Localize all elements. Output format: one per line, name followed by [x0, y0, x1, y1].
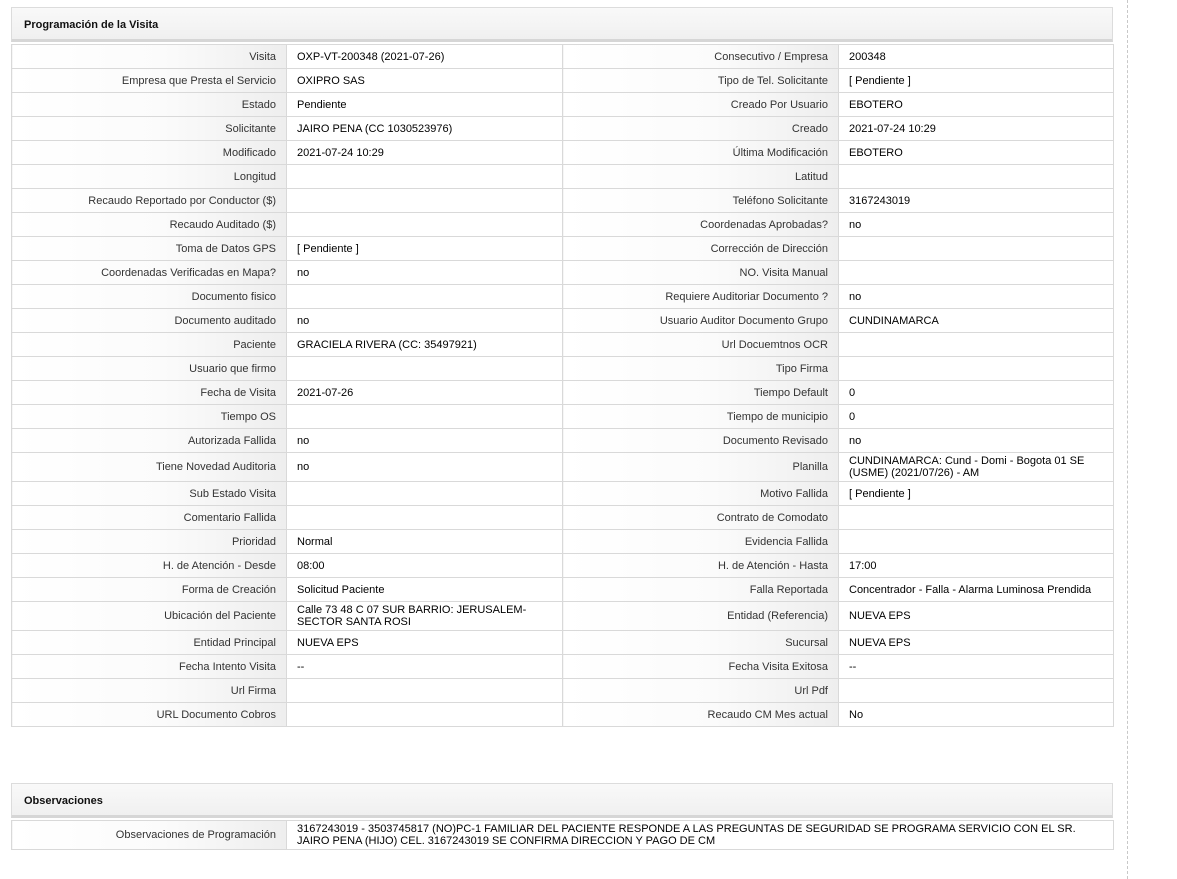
table-row: [12, 506, 1114, 530]
field-label: Planilla: [563, 453, 839, 482]
field-label: Ubicación del Paciente: [12, 602, 287, 631]
field-value: No: [839, 703, 1114, 727]
field-label: Autorizada Fallida: [12, 429, 287, 453]
field-label: Usuario Auditor Documento Grupo: [563, 309, 839, 333]
field-label: Url Pdf: [563, 679, 839, 703]
field-label: Consecutivo / Empresa: [563, 45, 839, 69]
field-label: Comentario Fallida: [12, 506, 287, 530]
field-value: no: [287, 261, 563, 285]
field-label: Tipo de Tel. Solicitante: [563, 69, 839, 93]
table-row: [12, 554, 1114, 578]
field-label: Sucursal: [563, 631, 839, 655]
field-label: URL Documento Cobros: [12, 703, 287, 727]
field-label: Url Firma: [12, 679, 287, 703]
field-value: --: [839, 655, 1114, 679]
field-label: Última Modificación: [563, 141, 839, 165]
programacion-table: [11, 44, 1114, 727]
table-row: [12, 93, 1114, 117]
field-label: Solicitante: [12, 117, 287, 141]
table-row: [12, 141, 1114, 165]
field-value: [ Pendiente ]: [839, 69, 1114, 93]
observaciones-value: 3167243019 - 3503745817 (NO)PC-1 FAMILIAR DEL PACIENTE RESPONDE A LAS PREGUNTAS DE SEGURIDAD SE PROGRAMA SERVICIO CON EL SR. JAIRO PENA (HIJO) CEL. 3167243019 SE CONFIRMA DIRECCION Y PAGO DE CM: [287, 821, 1114, 850]
field-label: Longitud: [12, 165, 287, 189]
field-label: Evidencia Fallida: [563, 530, 839, 554]
field-value: EBOTERO: [839, 93, 1114, 117]
field-label: Fecha Intento Visita: [12, 655, 287, 679]
table-row: [12, 703, 1114, 727]
field-label: Visita: [12, 45, 287, 69]
field-value: EBOTERO: [839, 141, 1114, 165]
field-label: Documento auditado: [12, 309, 287, 333]
field-value: no: [839, 429, 1114, 453]
table-row: [12, 631, 1114, 655]
field-label: Sub Estado Visita: [12, 482, 287, 506]
field-value: 2021-07-26: [287, 381, 563, 405]
field-value: [287, 285, 563, 309]
field-label: Latitud: [563, 165, 839, 189]
field-value: [839, 506, 1114, 530]
field-label: Entidad (Referencia): [563, 602, 839, 631]
field-label: Tiempo Default: [563, 381, 839, 405]
programacion-panel: [11, 7, 1113, 727]
field-label: Tiempo de municipio: [563, 405, 839, 429]
field-label: Tiempo OS: [12, 405, 287, 429]
field-value: GRACIELA RIVERA (CC: 35497921): [287, 333, 563, 357]
field-label: Forma de Creación: [12, 578, 287, 602]
field-value: [839, 530, 1114, 554]
field-value: [287, 405, 563, 429]
field-value: no: [287, 309, 563, 333]
field-value: no: [287, 429, 563, 453]
table-row: [12, 405, 1114, 429]
field-value: [839, 261, 1114, 285]
field-label: Entidad Principal: [12, 631, 287, 655]
table-row: [12, 482, 1114, 506]
field-label: H. de Atención - Desde: [12, 554, 287, 578]
table-row: [12, 45, 1114, 69]
field-value: NUEVA EPS: [287, 631, 563, 655]
field-value: [287, 213, 563, 237]
field-value: 3167243019: [839, 189, 1114, 213]
observaciones-panel: [11, 783, 1113, 850]
table-row: [12, 602, 1114, 631]
field-label: Falla Reportada: [563, 578, 839, 602]
field-label: Documento Revisado: [563, 429, 839, 453]
programacion-title: Programación de la Visita: [11, 7, 1113, 42]
field-value: [839, 165, 1114, 189]
field-value: OXIPRO SAS: [287, 69, 563, 93]
field-label: Requiere Auditoriar Documento ?: [563, 285, 839, 309]
field-label: NO. Visita Manual: [563, 261, 839, 285]
field-label: Coordenadas Verificadas en Mapa?: [12, 261, 287, 285]
field-value: Pendiente: [287, 93, 563, 117]
table-row: [12, 285, 1114, 309]
field-value: 08:00: [287, 554, 563, 578]
field-value: CUNDINAMARCA: Cund - Domi - Bogota 01 SE (USME) (2021/07/26) - AM: [839, 453, 1114, 482]
field-value: --: [287, 655, 563, 679]
field-label: Toma de Datos GPS: [12, 237, 287, 261]
field-label: Prioridad: [12, 530, 287, 554]
field-value: 0: [839, 405, 1114, 429]
field-value: no: [287, 453, 563, 482]
field-value: no: [839, 213, 1114, 237]
page-divider-dashed: [1127, 0, 1128, 879]
field-label: Coordenadas Aprobadas?: [563, 213, 839, 237]
field-value: [ Pendiente ]: [839, 482, 1114, 506]
table-row: [12, 261, 1114, 285]
field-value: [287, 703, 563, 727]
table-row: [12, 429, 1114, 453]
field-label: Teléfono Solicitante: [563, 189, 839, 213]
field-value: [839, 237, 1114, 261]
table-row: [12, 333, 1114, 357]
field-value: NUEVA EPS: [839, 631, 1114, 655]
field-label: Creado Por Usuario: [563, 93, 839, 117]
field-label: Recaudo CM Mes actual: [563, 703, 839, 727]
field-value: [287, 506, 563, 530]
field-value: 0: [839, 381, 1114, 405]
field-label: Empresa que Presta el Servicio: [12, 69, 287, 93]
table-row: [12, 655, 1114, 679]
field-label: Fecha de Visita: [12, 381, 287, 405]
field-value: JAIRO PENA (CC 1030523976): [287, 117, 563, 141]
table-row: [12, 165, 1114, 189]
table-row: [12, 117, 1114, 141]
field-value: [839, 333, 1114, 357]
table-row: [12, 213, 1114, 237]
field-value: 2021-07-24 10:29: [839, 117, 1114, 141]
field-value: Concentrador - Falla - Alarma Luminosa Prendida: [839, 578, 1114, 602]
table-row: [12, 237, 1114, 261]
field-label: Tipo Firma: [563, 357, 839, 381]
field-label: Url Docuemtnos OCR: [563, 333, 839, 357]
table-row: [12, 578, 1114, 602]
field-label: Corrección de Dirección: [563, 237, 839, 261]
table-row: [12, 357, 1114, 381]
field-label: Estado: [12, 93, 287, 117]
field-label: Modificado: [12, 141, 287, 165]
field-value: [287, 357, 563, 381]
table-row: [12, 530, 1114, 554]
observaciones-table: [11, 820, 1114, 850]
field-label: Recaudo Reportado por Conductor ($): [12, 189, 287, 213]
field-label: Paciente: [12, 333, 287, 357]
table-row: [12, 69, 1114, 93]
field-value: 2021-07-24 10:29: [287, 141, 563, 165]
field-value: no: [839, 285, 1114, 309]
table-row: [12, 821, 1114, 850]
field-value: Normal: [287, 530, 563, 554]
field-label: Usuario que firmo: [12, 357, 287, 381]
table-row: [12, 381, 1114, 405]
field-label: Contrato de Comodato: [563, 506, 839, 530]
field-value: Calle 73 48 C 07 SUR BARRIO: JERUSALEM- SECTOR SANTA ROSI: [287, 602, 563, 631]
field-value: 17:00: [839, 554, 1114, 578]
field-value: [287, 189, 563, 213]
field-value: NUEVA EPS: [839, 602, 1114, 631]
field-label: Tiene Novedad Auditoria: [12, 453, 287, 482]
field-value: [287, 679, 563, 703]
field-value: [287, 165, 563, 189]
field-label: Fecha Visita Exitosa: [563, 655, 839, 679]
field-value: [ Pendiente ]: [287, 237, 563, 261]
field-label: Recaudo Auditado ($): [12, 213, 287, 237]
field-label: Documento fisico: [12, 285, 287, 309]
field-label: Creado: [563, 117, 839, 141]
table-row: [12, 189, 1114, 213]
field-value: OXP-VT-200348 (2021-07-26): [287, 45, 563, 69]
table-row: [12, 453, 1114, 482]
field-value: [839, 679, 1114, 703]
observaciones-label: Observaciones de Programación: [12, 821, 287, 850]
field-value: 200348: [839, 45, 1114, 69]
table-row: [12, 679, 1114, 703]
field-value: CUNDINAMARCA: [839, 309, 1114, 333]
field-value: [839, 357, 1114, 381]
field-label: Motivo Fallida: [563, 482, 839, 506]
table-row: [12, 309, 1114, 333]
observaciones-title: Observaciones: [11, 783, 1113, 818]
field-value: Solicitud Paciente: [287, 578, 563, 602]
field-label: H. de Atención - Hasta: [563, 554, 839, 578]
field-value: [287, 482, 563, 506]
